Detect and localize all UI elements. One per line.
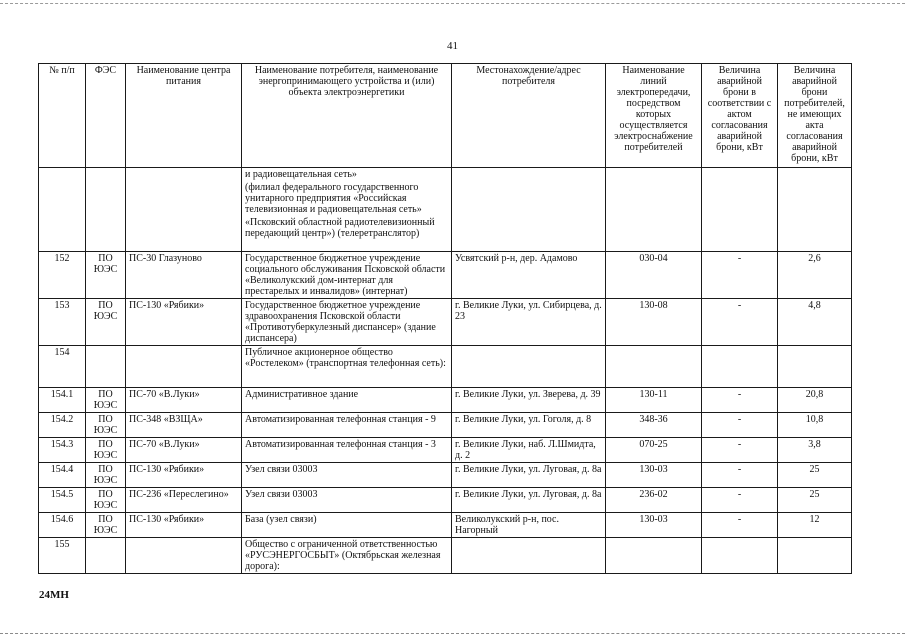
continuation-line: «Псковский областной радиотелевизионный передающий центр») (телеретранслятор) <box>245 217 435 239</box>
cell-power-line: 130-11 <box>606 388 702 413</box>
page-number: 41 <box>447 40 458 52</box>
header-fes: ФЭС <box>86 64 126 168</box>
cell-power-line <box>606 346 702 388</box>
cell-power-center: ПС-236 «Переслегино» <box>126 488 242 513</box>
cell-power-center: ПС-130 «Рябики» <box>126 513 242 538</box>
cell-number: 155 <box>39 538 86 574</box>
cell-power-center: ПС-348 «ВЗЩА» <box>126 413 242 438</box>
footer-document-code: 24МН <box>39 589 69 601</box>
cell-empty <box>778 168 852 252</box>
cell-reserve-with-act <box>702 346 778 388</box>
cell-power-line: 030-04 <box>606 252 702 299</box>
cell-number: 154.5 <box>39 488 86 513</box>
cell-power-center: ПС-130 «Рябики» <box>126 299 242 346</box>
cell-consumer: Административное здание <box>242 388 452 413</box>
cell-number: 154.6 <box>39 513 86 538</box>
table-row <box>39 488 852 513</box>
cell-reserve-without-act: 10,8 <box>778 413 852 438</box>
cell-reserve-without-act <box>778 538 852 574</box>
cell-reserve-without-act: 12 <box>778 513 852 538</box>
cell-reserve-without-act: 25 <box>778 488 852 513</box>
cell-address: г. Великие Луки, ул. Луговая, д. 8а <box>452 463 606 488</box>
header-power-center: Наименование центра питания <box>126 64 242 168</box>
cell-number: 152 <box>39 252 86 299</box>
header-consumer: Наименование потребителя, наименование энергопринимающего устройства и (или) объекта электроэнергетики <box>242 64 452 168</box>
cell-reserve-with-act: - <box>702 252 778 299</box>
cell-number: 154.4 <box>39 463 86 488</box>
cell-address: г. Великие Луки, ул. Зверева, д. 39 <box>452 388 606 413</box>
cell-reserve-with-act: - <box>702 513 778 538</box>
cell-address: г. Великие Луки, ул. Луговая, д. 8а <box>452 488 606 513</box>
cell-fes: ПО ЮЭС <box>86 438 126 463</box>
cell-address: г. Великие Луки, наб. Л.Шмидта, д. 2 <box>452 438 606 463</box>
table-row <box>39 346 852 388</box>
cell-fes: ПО ЮЭС <box>86 413 126 438</box>
cell-power-center <box>126 346 242 388</box>
cell-reserve-with-act: - <box>702 438 778 463</box>
cell-fes: ПО ЮЭС <box>86 463 126 488</box>
cell-reserve-with-act: - <box>702 299 778 346</box>
cell-power-line: 130-08 <box>606 299 702 346</box>
cell-consumer: Общество с ограниченной ответственностью «РУСЭНЕРГОСБЫТ» (Октябрьская железная дорога): <box>242 538 452 574</box>
cell-number: 153 <box>39 299 86 346</box>
cell-fes: ПО ЮЭС <box>86 388 126 413</box>
header-power-line: Наименование линий электропередачи, посредством которых осуществляется электроснабжение потребителей <box>606 64 702 168</box>
table-header-row <box>39 64 852 168</box>
table-row <box>39 463 852 488</box>
cell-consumer-continuation <box>242 168 452 252</box>
cell-address: г. Великие Луки, ул. Гоголя, д. 8 <box>452 413 606 438</box>
cell-reserve-without-act: 4,8 <box>778 299 852 346</box>
table-row <box>39 538 852 574</box>
cell-reserve-without-act: 2,6 <box>778 252 852 299</box>
cell-empty <box>702 168 778 252</box>
continuation-line: и радиовещательная сеть» <box>245 169 357 180</box>
table-row <box>39 438 852 463</box>
cell-number: 154 <box>39 346 86 388</box>
cell-reserve-with-act: - <box>702 413 778 438</box>
cell-number: 154.1 <box>39 388 86 413</box>
scan-edge-top <box>0 3 905 4</box>
cell-fes: ПО ЮЭС <box>86 488 126 513</box>
cell-power-line: 348-36 <box>606 413 702 438</box>
cell-consumer: Автоматизированная телефонная станция - 9 <box>242 413 452 438</box>
cell-power-line: 130-03 <box>606 463 702 488</box>
cell-reserve-with-act <box>702 538 778 574</box>
scan-edge-bottom <box>0 633 905 634</box>
cell-fes: ПО ЮЭС <box>86 252 126 299</box>
cell-address: г. Великие Луки, ул. Сибирцева, д. 23 <box>452 299 606 346</box>
cell-address <box>452 346 606 388</box>
cell-reserve-with-act: - <box>702 388 778 413</box>
cell-reserve-without-act: 25 <box>778 463 852 488</box>
cell-consumer: Автоматизированная телефонная станция - 3 <box>242 438 452 463</box>
cell-empty <box>39 168 86 252</box>
cell-consumer: Государственное бюджетное учреждение здравоохранения Псковской области «Противотуберкулезный диспансер» (здание диспансера) <box>242 299 452 346</box>
cell-reserve-with-act: - <box>702 463 778 488</box>
cell-empty <box>606 168 702 252</box>
table-row <box>39 252 852 299</box>
cell-address <box>452 538 606 574</box>
emergency-reserve-table <box>38 63 852 574</box>
cell-consumer: Узел связи 03003 <box>242 463 452 488</box>
cell-consumer: Публичное акционерное общество «Ростелеком» (транспортная телефонная сеть): <box>242 346 452 388</box>
cell-address: Усвятский р-н, дер. Адамово <box>452 252 606 299</box>
cell-power-center: ПС-70 «В.Луки» <box>126 388 242 413</box>
cell-empty <box>126 168 242 252</box>
cell-fes <box>86 538 126 574</box>
table-row <box>39 299 852 346</box>
cell-empty <box>86 168 126 252</box>
table-row-continuation <box>39 168 852 252</box>
cell-reserve-with-act: - <box>702 488 778 513</box>
cell-empty <box>452 168 606 252</box>
cell-reserve-without-act: 20,8 <box>778 388 852 413</box>
header-number: № п/п <box>39 64 86 168</box>
table-row <box>39 413 852 438</box>
cell-number: 154.2 <box>39 413 86 438</box>
cell-power-line: 236-02 <box>606 488 702 513</box>
cell-fes: ПО ЮЭС <box>86 513 126 538</box>
cell-consumer: Узел связи 03003 <box>242 488 452 513</box>
cell-reserve-without-act: 3,8 <box>778 438 852 463</box>
table-row <box>39 388 852 413</box>
cell-reserve-without-act <box>778 346 852 388</box>
continuation-line: (филиал федерального государственного унитарного предприятия «Российская телевизионная и радиовещательная сеть» <box>245 182 422 215</box>
header-reserve-without-act: Величина аварийной брони потребителей, не имеющих акта согласования аварийной брони, кВт <box>778 64 852 168</box>
header-address: Местонахождение/адрес потребителя <box>452 64 606 168</box>
cell-consumer: База (узел связи) <box>242 513 452 538</box>
cell-number: 154.3 <box>39 438 86 463</box>
table-row <box>39 513 852 538</box>
cell-power-center: ПС-130 «Рябики» <box>126 463 242 488</box>
cell-power-center <box>126 538 242 574</box>
cell-power-line: 070-25 <box>606 438 702 463</box>
cell-consumer: Государственное бюджетное учреждение социального обслуживания Псковской области «Великолукский дом-интернат для престарелых и инвалидов» (интернат) <box>242 252 452 299</box>
cell-power-center: ПС-70 «В.Луки» <box>126 438 242 463</box>
header-reserve-with-act: Величина аварийной брони в соответствии с актом согласования аварийной брони, кВт <box>702 64 778 168</box>
cell-power-line: 130-03 <box>606 513 702 538</box>
cell-power-line <box>606 538 702 574</box>
cell-fes <box>86 346 126 388</box>
cell-address: Великолукский р-н, пос. Нагорный <box>452 513 606 538</box>
cell-power-center: ПС-30 Глазуново <box>126 252 242 299</box>
cell-fes: ПО ЮЭС <box>86 299 126 346</box>
